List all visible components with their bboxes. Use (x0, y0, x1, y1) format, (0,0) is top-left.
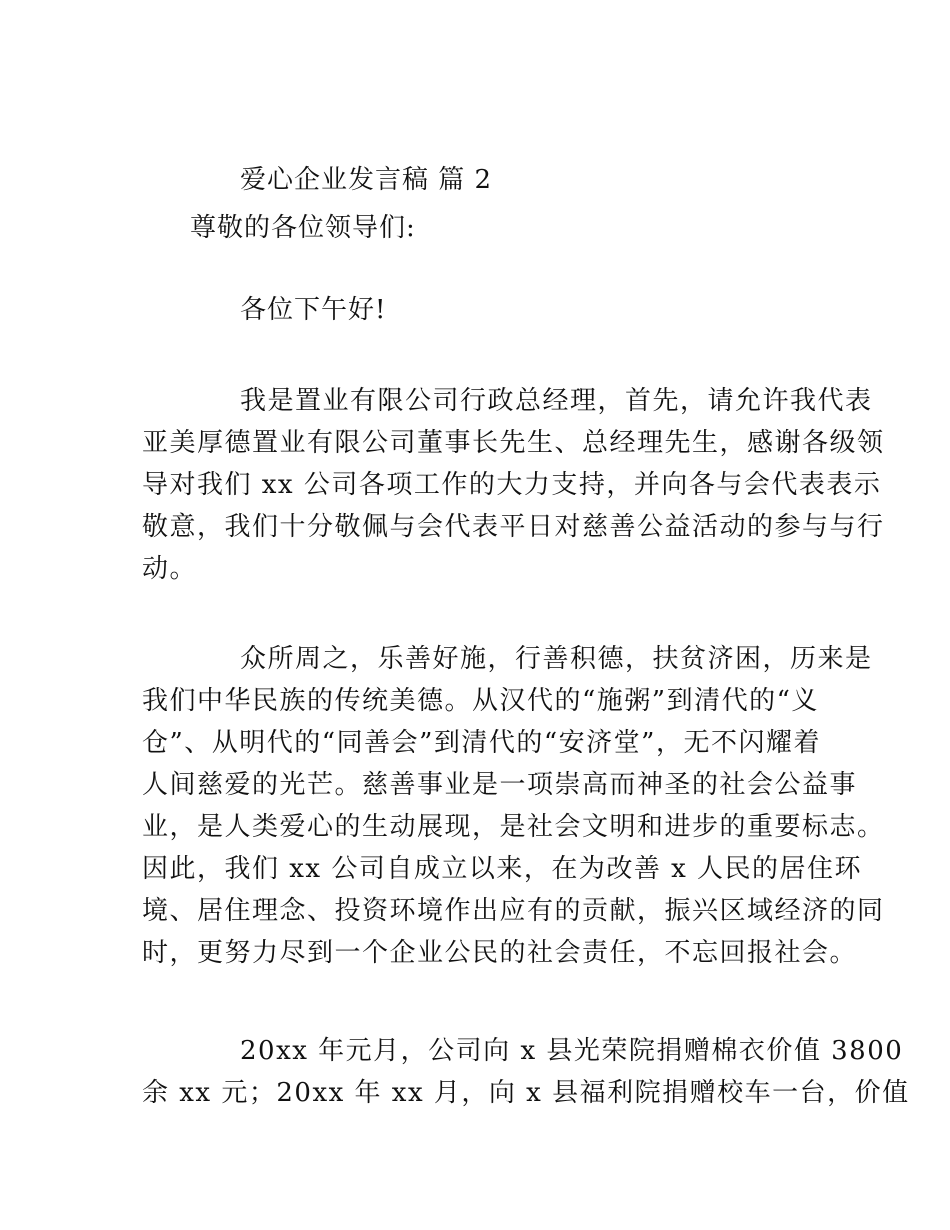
paragraph-line: 时，更努力尽到一个企业公民的社会责任，不忘回报社会。 (142, 938, 858, 968)
document-title: 爱心企业发言稿 篇 2 (240, 165, 493, 195)
salutation: 尊敬的各位领导们: (190, 213, 416, 243)
paragraph-line: 我们中华民族的传统美德。从汉代的“施粥”到清代的“义 (142, 686, 819, 716)
paragraph-line: 众所周之，乐善好施，行善积德，扶贫济困，历来是 (240, 644, 873, 674)
paragraph-line: 敬意，我们十分敬佩与会代表平日对慈善公益活动的参与与行 (142, 512, 885, 542)
paragraph-line: 亚美厚德置业有限公司董事长先生、总经理先生，感谢各级领 (142, 428, 885, 458)
paragraph-line: 余 xx 元；20xx 年 xx 月，向 x 县福利院捐赠校车一台，价值 (142, 1078, 910, 1108)
paragraph-line: 境、居住理念、投资环境作出应有的贡献，振兴区域经济的同 (142, 896, 885, 926)
paragraph-1 (142, 380, 885, 590)
paragraph-line: 导对我们 xx 公司各项工作的大力支持，并向各与会代表表示 (142, 470, 882, 500)
paragraph-line: 业，是人类爱心的生动展现，是社会文明和进步的重要标志。 (142, 812, 885, 842)
greeting: 各位下午好! (240, 295, 387, 325)
paragraph-3 (142, 1030, 910, 1114)
paragraph-line: 20xx 年元月，公司向 x 县光荣院捐赠棉衣价值 3800 (240, 1036, 904, 1066)
paragraph-line: 仓”、从明代的“同善会”到清代的“安济堂”，无不闪耀着 (142, 728, 821, 758)
paragraph-line: 我是置业有限公司行政总经理，首先，请允许我代表 (240, 386, 873, 416)
paragraph-line: 因此，我们 xx 公司自成立以来，在为改善 x 人民的居住环 (142, 854, 863, 884)
paragraph-2 (142, 638, 885, 974)
paragraph-line: 动。 (142, 554, 198, 584)
paragraph-line: 人间慈爱的光芒。慈善事业是一项崇高而神圣的社会公益事 (142, 770, 858, 800)
